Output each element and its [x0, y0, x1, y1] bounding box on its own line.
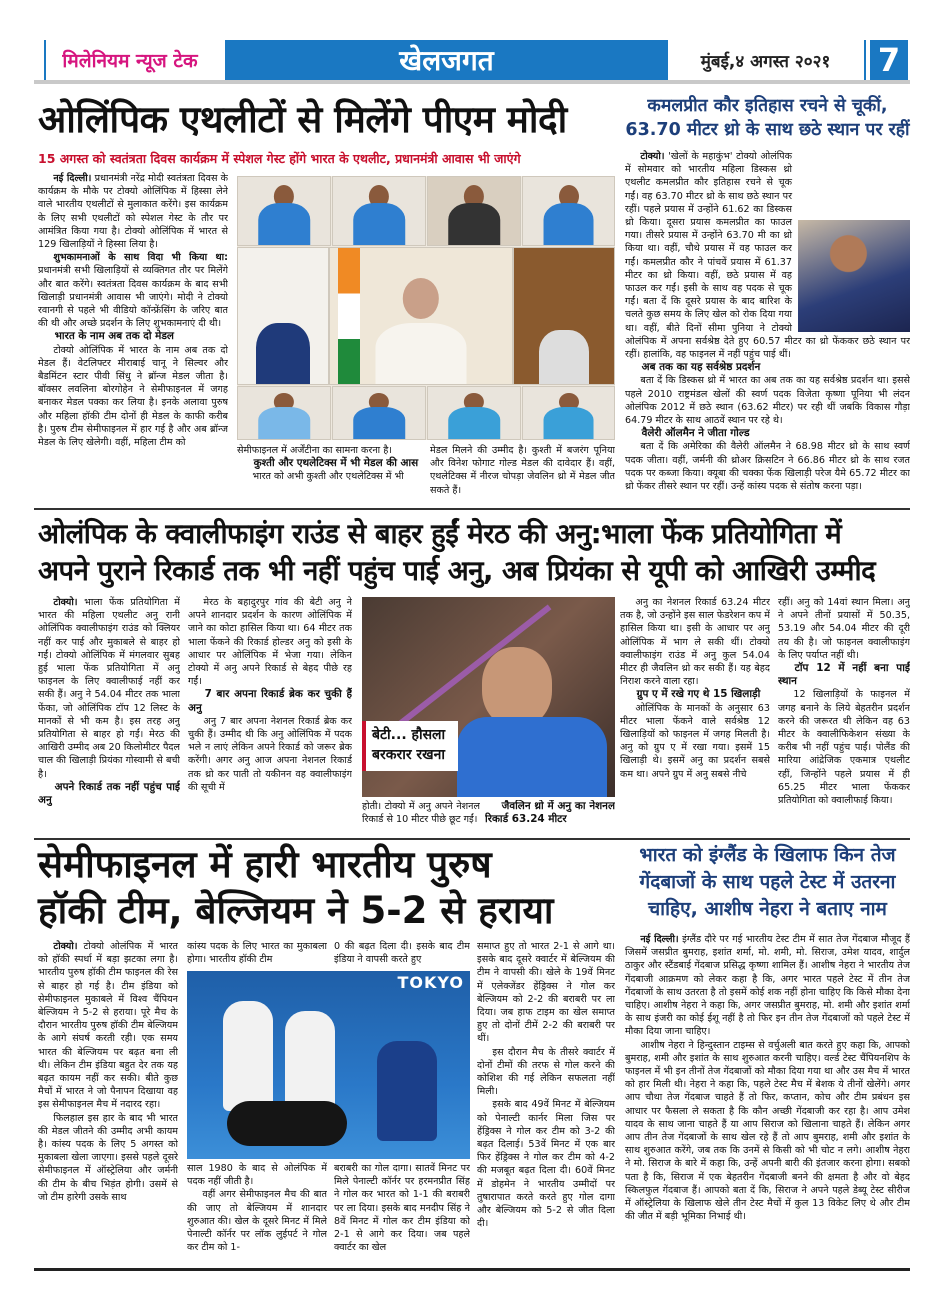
story1-column-2 — [237, 444, 420, 504]
paragraph: अनु का नेशनल रिकार्ड 63.24 मीटर तक है, जो उन्होंने इस साल फेडरेशन कप में हासिल किया था। इसी के आधार पर अनु ओलिंपिक में भाग ले सकी थीं। टोक्यो क्वालीफाइंग राउंड में अनु कुल 54.04 मीटर ही जैवलिन थ्रो कर सकी हैं। यह बेहद निराश करने वाला रहा। — [620, 597, 770, 688]
headline-line: सेमीफाइनल में हारी भारतीय पुरुष — [38, 843, 492, 886]
story2-headline: कमलप्रीत कौर इतिहास रचने से चूकीं, 63.70 मीटर थ्रो के साथ छठे स्थान पर रहीं — [625, 96, 910, 140]
paragraph: अनु 7 बार अपना नेशनल रिकार्ड ब्रेक कर चुकी हैं। उम्मीद थी कि अनु ओलिंपिक में पदक भले न लाएं लेकिन अपने रिकार्ड को जरूर ब्रेक करेंगी। अगर अनु आज अपना नेशनल रिकार्ड तक थ्रो कर पाती तो यकीनन वह क्वालीफाइंग की सूची में — [188, 715, 352, 793]
paragraph: रहीं। अनु को 14वां स्थान मिला। अनु ने अपने तीनों प्रयासों में 50.35, 53.19 और 54.04 मीटर की दूरी तय की है। जो फाइनल क्वालीफाइंग के लिए पर्याप्त नहीं थी। — [778, 597, 910, 661]
paragraph: मेरठ के बहादुरपुर गांव की बेटी अनु ने अपने शानदार प्रदर्शन के कारण ओलिंपिक में जाने का कोटा हासिल किया था। 64 मीटर तक भाला फेंकने की रिकार्ड होल्डर अनु को इसी के आधार पर ओलिंपिक में भेजा गया। लेकिन टोक्यो में अनु अपने रिकार्ड से बेहद पीछे रह गईं। — [188, 597, 352, 688]
header-rule — [34, 80, 910, 84]
paragraph: ओलिंपिक के मानकों के अनुसार 63 मीटर भाला फेंकने वाले सर्वश्रेष्ठ 12 खिलाड़ियों को फाइनल में जगह मिलती है। अनु को ग्रुप ए में रखा गया। इसमें 15 खिलाड़ी थे। इसमें अनु का प्रदर्शन सबसे कम था। अपने ग्रुप में अनु सबसे नीचे — [620, 702, 770, 780]
story5-body — [625, 933, 910, 1264]
dateline: टोक्यो। — [53, 941, 78, 952]
photo-banner-text: TOKYO — [397, 973, 464, 992]
subhead: कुश्ती और एथलेटिक्स में भी मेडल की आस — [253, 457, 419, 470]
paragraph: कांस्य पदक के लिए भारत का मुकाबला होगा। भारतीय हॉकी टीम — [187, 941, 327, 966]
paragraph: प्रधानमंत्री नरेंद्र मोदी स्वतंत्रता दिवस के कार्यक्रम के मौके पर टोक्यो ओलिंपिक में हिस्सा लेने वाले भारतीय एथलीटों से मुलाकात करेंगे। इस कार्यक्रम के लिए सभी एथलीटों को स्पेशल गेस्ट के तौर पर आमंत्रित किया गया है। टोक्यो ओलिंपिक में भारत से 129 खिलाड़ियों ने हिस्सा लिया है। — [38, 173, 228, 251]
headline-line: ओलंपिक के क्वालीफाइंग राउंड से बाहर हुईं मेरठ की अनु:भाला फेंक प्रतियोगिता में — [38, 518, 842, 550]
hockey-match-photo — [187, 971, 470, 1159]
paragraph: समाप्त हुए तो भारत 2-1 से आगे था। इसके बाद दूसरे क्वार्टर में बेल्जियम की टीम ने वापसी की। खेले के 19वें मिनट में एलेक्जेंडर हेंड्रिक्स ने गोल कर बेल्जियम को 2-2 की बराबरी पर ला दिया। जब हाफ टाइम का खेल समाप्त हुए तो दोनों टीमें 2-2 की बराबरी पर थीं। — [477, 941, 615, 1045]
subhead: जैवलिन थ्रो में अनु का नेशनल रिकार्ड 63.24 मीटर — [485, 800, 615, 826]
publication-name: मिलेनियम न्यूज टेक — [44, 40, 214, 80]
subhead: ग्रुप ए में रखे गए थे 15 खिलाड़ी — [636, 688, 761, 701]
section-title: खेलजगत — [225, 40, 668, 80]
dateline: टोक्यो। — [640, 151, 665, 162]
paragraph: भारत को अभी कुश्ती और एथलेटिक्स में भी — [252, 471, 404, 483]
story3-column-4 — [620, 596, 770, 832]
paragraph: वहीं अगर सेमीफाइनल मैच की बात की जाए तो बेल्जियम में शानदार शुरुआत की। खेल के दूसरे मिनट में मिले पेनाल्टी कॉर्नर पर लॉक लुईपर्ट ने गोल कर टीम को 1- — [187, 1189, 327, 1254]
issue-date: मुंबई,४ अगस्त २०२१ — [700, 51, 831, 72]
paragraph: 'खेलों के महाकुंभ' टोक्यो ओलंपिक में सोमवार को भारतीय महिला डिस्कस थ्रो एथलीट कमलप्रीत कौर इतिहास रचने से चूक गईं। वह 63.70 मीटर थ्रो के साथ छठे स्थान पर रहीं। पहले प्रयास में उन्होंने 61.62 का डिस्कस थ्रो किया। दूसरा प्रयास कमलप्रीत का फाउल गया। तीसरे प्रयास में उन्होंने 63.70 मी का थ्रो किया था। वहीं, चौथे प्रयास में वह फाउल कर गईं। कमलप्रीत कौर ने पांचवें प्रयास में 61.37 मीटर का थ्रो किया। वहीं, छठे प्रयास में वह फाउल कर गईं। इसी के साथ वह पदक से चूक गईं। बता दें कि दूसरे प्रयास के बाद बारिश के चलते कुछ समय के लिए खेल को रोक दिया गया था। वहीं, बीते दिनों सीमा पुनिया ने टोक्यो ओलंपिक में अपना सर्वश्रेष्ठ देते हुए 60.57 मीटर का थ्रो फेंककर छठे स्थान पर रहीं। हालांकि, वह फाइनल में नहीं पहुंच पाई थीं। — [625, 151, 910, 361]
paragraph: बराबरी का गोल दागा। सातवें मिनट पर मिले पेनाल्टी कॉर्नर पर हरमनप्रीत सिंह ने गोल कर भारत को 1-1 की बराबरी पर ला दिया। इसके बाद मनदीप सिंह ने 8वें मिनट में गोल कर टीम इंडिया को 2-1 से आगे कर दिया। जब पहले क्वार्टर का खेल — [334, 1163, 470, 1254]
paragraph: आशीष नेहरा ने हिन्दुस्तान टाइम्स से वर्चुअली बात करते हुए कहा कि, आपको बुमराह, शमी और इशांत के साथ शुरुआत करनी चाहिए। वर्ल्ड टेस्ट चैंपियनशिप के फाइनल में भी इन तीनों तेज गेंदबाजों को मौका दिया गया था और उस मैच में भारत को हार मिली थी। नेहरा ने कहा कि, पहले टेस्ट मैच में बेशक ये तीनों खेलेंगे। अगर आप चौथा तेज गेंदबाज चाहते हैं तो फिर, कप्तान, कोच और टीम प्रबंधन इस आधार पर फैसला ले सकता है कि कौन अच्छी गेंदबाजी कर रहा है। आप उमेश यादव के साथ जाना चाहते हैं या आप सिराज को खिलाना चाहते हैं। लेकिन अगर आप तीन तेज गेंदबाजों के साथ खेल रहे हैं तो आप बुमराह, शमी और इशांत के साथ शुरुआत करेंगे, जब तक कि उनमें से किसी को भी चोट न लगे। आशीष नेहरा ने मो. सिराज के बारे में कहा कि, उन्हें अपनी बारी की इंतजार करना होगा। सबको पता है कि, सिराज में एक बेहतरीन गेंदबाजी बनने की क्षमता है और वो बेहद स्किलफुल गेंदबाज हैं। आपको बता दें कि, सिराज ने अपने पहले डेब्यू टेस्ट सीरीज में ऑस्ट्रेलिया के खिलाफ खेले तीन टेस्ट मैचों में कुल 13 विकेट लिए थे और टीम की जीत में बड़ी भूमिका निभाई थी। — [625, 1039, 910, 1223]
story3-column-3b — [485, 800, 615, 832]
page-bottom-rule — [34, 1268, 910, 1271]
story2-body — [625, 150, 910, 504]
story3-headline — [38, 516, 908, 590]
story4-column-1 — [38, 940, 178, 1264]
paragraph: मेडल मिलने की उम्मीद है। कुश्ती में बजरंग पूनिया और विनेश फोगाट गोल्ड मेडल की दावेदार हैं। वहीं, एथलेटिक्स में नीरज चोपड़ा जेवलिन थ्रो में मेडल जीत सकते हैं। — [430, 445, 615, 496]
paragraph: भाला फेंक प्रतियोगिता में भारत की महिला एथलीट अनु रानी ओलिंपिक क्वालीफाइंग राउंड को क्लियर नहीं कर पाई और मुकाबले से बाहर हो गईं। टोक्यो ओलिंपिक में मंगलवार सुबह हुई भाला फेंक प्रतियोगिता में अनु फाइनल के लिए क्वालीफाई नहीं कर सकी हैं। अनु ने 54.04 मीटर तक भाला फेंका, जो ओलिंपिक टॉप 12 लिस्ट के मानकों से भी कम है। इस तरह अनु प्रतियोगिता से बाहर हो गईं। मेरठ की आखिरी उम्मीद अब 20 किलोमीटर पैदल चाल की खिलाड़ी प्रियंका गोस्वामी से बची है। — [38, 597, 180, 780]
section-divider — [34, 838, 910, 840]
paragraph: बता दें कि अमेरिका की वैलेरी ऑलमैन ने 68.98 मीटर थ्रो के साथ स्वर्ण पदक जीता। वहीं, जर्मनी की थ्रोअर क्रिसटिन ने 66.86 मीटर थ्रो के साथ रजत पदक पर कब्जा किया। क्यूबा की चक्का फेंक खिलाड़ी परेज यैमे 65.72 मीटर का थ्रो फेंकर तीसरे स्थान पर रहीं। उन्हें कांस्य पदक से संतोष करना पड़ा। — [625, 441, 910, 493]
story4-headline — [38, 842, 613, 934]
story3-column-1 — [38, 596, 180, 832]
paragraph: सेमीफाइनल में अर्जेंटीना का सामना करना है। — [237, 445, 392, 456]
paragraph: इंग्लैंड दौरे पर गई भारतीय टेस्ट टीम में सात तेज गेंदबाज मौजूद हैं जिसमें जसप्रीत बुमराह, इशांत शर्मा, मो. शमी, मो. सिराज, उमेश यादव, शार्दुल ठाकुर और स्टैंडबाई गेंदबाज प्रसिद्ध कृष्णा शामिल हैं। आशीष नेहरा ने भारतीय तेज गेंदबाजी आक्रमण को लेकर कहा है कि, अगर भारत पहले टेस्ट में तीन तेज गेंदबाजों के साथ उतरता है तो इसमें कोई शक नहीं होना चाहिए कि किसे मौका देना चाहिए। आशीष नेहरा ने कहा कि, अगर जसप्रीत बुमराह, मो. शमी और इशांत शर्मा के साथ इंजरी का कोई ईशू नहीं है तो फिर इन तीन तेज गेंदबाजों को पहले टेस्ट में मौका दिया जाना चाहिए। — [625, 934, 910, 1038]
story4-column-2-bottom — [187, 1162, 327, 1264]
page-number: 7 — [866, 40, 908, 80]
photo-caption-box — [362, 721, 458, 771]
story4-column-2-top — [187, 940, 327, 968]
paragraph: इसके बाद 49वें मिनट में बेल्जियम को पेनाल्टी कार्नर मिला जिस पर हेंड्रिक्स ने गोल कर टीम को 3-2 की बढ़त दिलाई। 53वें मिनट में एक बार फिर हेंड्रिक्स ने गोल कर टीम को 4-2 की मजबूत बढ़त दिला दी। 60वें मिनट में डोहमेन ने भारतीय उम्मीदों पर तुषारापात करते करते हुए गोल दागा और बेल्जियम को 5-2 से जीत दिला दी। — [477, 1099, 615, 1230]
kamalpreet-photo — [798, 220, 910, 332]
story1-column-1 — [38, 172, 228, 504]
paragraph: साल 1980 के बाद से ओलंपिक में पदक नहीं जीती है। — [187, 1163, 327, 1188]
inline-subhead: शुभकामनाओं के साथ विदा भी किया था: — [53, 252, 228, 264]
caption-line: बरकरार रखना — [372, 747, 445, 763]
paragraph: होती। टोक्यो में अनु अपने नेशनल रिकार्ड से 10 मीटर पीछे छूट गईं। — [362, 801, 480, 826]
story4-column-3-top — [334, 940, 470, 968]
story3-column-5 — [778, 596, 910, 832]
story1-subheadline: 15 अगस्त को स्वतंत्रता दिवस कार्यक्रम में स्पेशल गेस्ट होंगे भारत के एथलीट, प्रधानमंत्री आवास भी जाएंगे — [38, 151, 521, 166]
subhead: टॉप 12 में नहीं बना पाईं स्थान — [778, 662, 910, 688]
modi-video-conference-photo — [237, 176, 615, 440]
story3-column-2 — [188, 596, 352, 832]
paragraph: 12 खिलाड़ियों के फाइनल में जगह बनाने के लिये बेहतरीन प्रदर्शन करने की जरूरत थी लेकिन वह 63 मीटर के क्वालीफिकेशन संख्या के करीब भी नहीं पहुंच पाईं। पोलैंड की मारिया आंद्रेजिक एकमात्र एथलीट रहीं, जिन्होंने पहले प्रयास में ही 65.25 मीटर भाला फेंककर प्रतियोगिता को क्वालीफाई किया। — [778, 689, 910, 807]
story4-column-3-bottom — [334, 1162, 470, 1264]
subhead: 7 बार अपना रिकार्ड ब्रेक कर चुकी हैं अनु — [188, 688, 352, 714]
paragraph: फिलहाल इस हार के बाद भी भारत की मेडल जीतने की उम्मीद अभी कायम है। कांस्य पदक के लिए 5 अगस्त को मुकाबला खेला जाएगा। इससे पहले दूसरे सेमीफाइनल में ऑस्ट्रेलिया और जर्मनी की टीम के बीच भिड़ंत होगी। उसमें से जो टीम हारेगी उसके साथ — [38, 1112, 178, 1203]
paragraph: प्रधानमंत्री सभी खिलाड़ियों से व्यक्तिगत तौर पर मिलेंगे और बात करेंगे। स्वतंत्रता दिवस कार्यक्रम के बाद सभी खिलाड़ी प्रधानमंत्री आवास भी जाएंगे। मोदी ने टोक्यो रवानगी से पहले भी वीडियो कॉन्फ्रेंसिंग के जरिए बात की थी और अच्छे प्रदर्शन के लिए शुभकामनाएं दी थी। — [38, 265, 228, 330]
story4-column-4 — [477, 940, 615, 1264]
story1-column-3 — [430, 444, 615, 504]
paragraph: बता दें कि डिस्कस थ्रो में भारत का अब तक का यह सर्वश्रेष्ठ प्रदर्शन था। इससे पहले 2010 राष्ट्रमंडल खेलों की स्वर्ण पदक विजेता कृष्णा पूनिया भी लंदन ओलंपिक 2012 में छठे स्थान (63.62 मीटर) पर रही थीं जबकि विकास गौड़ा 64.79 मीटर के साथ आठवें स्थान पर रहे थे। — [625, 375, 910, 427]
subhead: वैलेरी ऑलमैन ने जीता गोल्ड — [641, 427, 750, 440]
paragraph: टोक्यो ओलंपिक में भारत को हॉकी स्पर्धा में बड़ा झटका लगा है। भारतीय पुरुष हॉकी टीम फाइनल की रेस से बाहर हो गई है। टीम इंडिया को सेमीफाइनल मुकाबले में विश्व चैंपियन बेल्जियम ने 5-2 से हराया। पूरे मैच के दौरान भारतीय पुरुष हॉकी टीम बेल्जियम के आगे संघर्ष करती रही। एक समय भारत की बेल्जियम पर बढ़त बना ली थी। लेकिन टीम इंडिया बहुत देर तक यह बढ़त कायम नहीं कर सकी। बीते कुछ मैचों में भारत ने जो पैनापन दिखाया वह इस सेमीफाइनल मैच में नदारद रहा। — [38, 941, 178, 1111]
dateline: नई दिल्ली। — [53, 173, 92, 184]
subhead: भारत के नाम अब तक दो मेडल — [54, 330, 174, 343]
headline-line: अपने पुराने रिकार्ड तक भी नहीं पहुंच पाई अनु, अब प्रियंका से यूपी को आखिरी उम्मीद — [38, 555, 876, 587]
subhead: अब तक का यह सर्वश्रेष्ठ प्रदर्शन — [641, 361, 761, 374]
section-divider — [34, 508, 910, 510]
paragraph: इस दौरान मैच के तीसरे क्वार्टर में दोनों टीमों की तरफ से गोल करने की कोशिश की गई लेकिन सफलता नहीं मिली। — [477, 1046, 615, 1098]
anu-rani-javelin-photo — [362, 597, 615, 797]
caption-line: बेटी... हौसला — [372, 727, 446, 743]
paragraph: 0 की बढ़त दिला दी। इसके बाद टीम इंडिया ने वापसी करते हुए — [334, 941, 470, 966]
dateline: नई दिल्ली। — [640, 934, 679, 945]
headline-line: हॉकी टीम, बेल्जियम ने 5-2 से हराया — [38, 889, 554, 932]
story5-headline: भारत को इंग्लैंड के खिलाफ किन तेज गेंदबाजों के साथ पहले टेस्ट में उतरना चाहिए, आशीष नेहरा ने बताए नाम — [639, 844, 896, 920]
story3-column-3a — [362, 800, 480, 832]
subhead: अपने रिकार्ड तक नहीं पहुंच पाई अनु — [38, 780, 180, 807]
dateline: टोक्यो। — [53, 597, 78, 608]
story1-headline: ओलिंपिक एथलीटों से मिलेंगे पीएम मोदी — [38, 98, 567, 141]
paragraph: टोक्यो ओलिंपिक में भारत के नाम अब तक दो मेडल हैं। वेटलिफ्टर मीराबाई चानू ने सिल्वर और बैडमिंटन स्टार पीवी सिंधु ने ब्रॉन्ज मेडल जीता है। बॉक्सर लवलिना बोरगोहेन ने सेमीफाइनल में जगह बनाकर मेडल पक्का कर लिया है। इनके अलावा पुरुष और महिला हॉकी टीम दोनों ही मेडल के काफी करीब है। पुरुष टीम सेमीफाइनल में हार गई है और अब ब्रॉन्ज मेडल के लिए खेलेगी। वहीं, महिला टीम को — [38, 344, 228, 449]
